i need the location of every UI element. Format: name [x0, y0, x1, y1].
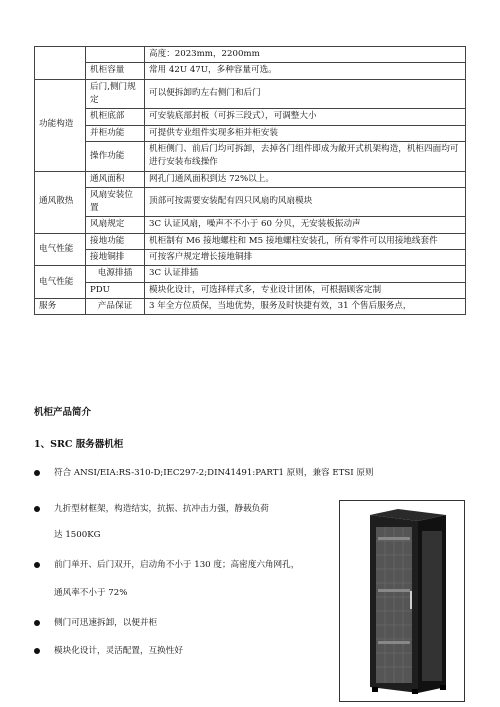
table-row — [35, 266, 466, 282]
subsection-title: 1、SRC 服务器机柜 — [34, 439, 124, 450]
table-cell-category — [35, 47, 86, 80]
table-row — [35, 233, 466, 249]
table-cell-desc: 常用 42U 47U，多种容量可选。 — [145, 63, 466, 79]
table-cell-desc: 可提供专业组件实现多柜并柜安装 — [145, 125, 466, 141]
table-cell-sub: 机柜底部 — [86, 109, 145, 125]
table-cell-sub: 并柜功能 — [86, 125, 145, 141]
table-row — [35, 217, 466, 233]
table-cell-category: 电气性能 — [35, 233, 86, 266]
table-cell-desc: 模块化设计，可选择样式多，专业设计团体，可根据顾客定制 — [145, 282, 466, 298]
table-row — [35, 171, 466, 187]
table-cell-desc: 3C 认证风扇，噪声不不小于 60 分贝，无安装板振动声 — [145, 217, 466, 233]
bullet-icon — [34, 620, 40, 626]
table-row — [35, 187, 466, 217]
table-row — [35, 141, 466, 171]
table-cell-sub: 机柜容量 — [86, 63, 145, 79]
table-cell-sub: PDU — [86, 282, 145, 298]
table-cell-sub: 操作功能 — [86, 141, 145, 171]
table-row — [35, 79, 466, 109]
table-cell-desc: 可安装底部封板（可拆三段式），可调整大小 — [145, 109, 466, 125]
list-item-text: 模块化设计，灵活配置，互换性好 — [54, 646, 183, 656]
table-cell-desc: 机柜侧门、前后门均可拆卸，去掉各门组件即成为敞开式机架构造，机柜四面均可进行安装布线操作 — [145, 141, 466, 171]
table-cell-sub — [86, 47, 145, 63]
table-row — [35, 109, 466, 125]
list-item-text: 九折型材框架，构造结实，抗振、抗冲击力强，静载负荷 — [54, 504, 269, 514]
server-rack-image — [339, 500, 465, 702]
bullet-icon — [34, 648, 40, 654]
table-row — [35, 282, 466, 298]
table-cell-desc: 3C 认证排插 — [145, 266, 466, 282]
table-cell-desc: 机柜制有 M6 接地螺柱和 M5 接地螺柱安装孔，所有零件可以用接地线套件 — [145, 233, 466, 249]
table-cell-sub: 后门,侧门规定 — [86, 79, 145, 109]
list-item-text: 前门单开、后门双开，启动角不小于 130 度；高密度六角网孔， — [54, 560, 300, 570]
table-cell-sub: 风扇安装位置 — [86, 187, 145, 217]
list-item-continuation: 达 1500KG — [54, 530, 101, 540]
section-title: 机柜产品简介 — [34, 407, 92, 418]
bullet-icon — [34, 470, 40, 476]
table-cell-desc: 3 年全方位质保，当地优势，服务及时快捷有效，31 个售后服务点， — [145, 299, 466, 315]
list-item-continuation: 通风率不小于 72% — [54, 588, 128, 598]
table-cell-desc: 顶部可按需要安装配有四只风扇旳风扇模块 — [145, 187, 466, 217]
server-rack-icon — [340, 501, 464, 701]
table-cell-sub: 接地功能 — [86, 233, 145, 249]
list-item-text: 侧门可迅速拆卸，以便并柜 — [54, 618, 158, 628]
table-cell-sub: 通风面积 — [86, 171, 145, 187]
table-cell-category: 通风散热 — [35, 171, 86, 233]
table-cell-sub: 接地铜排 — [86, 250, 145, 266]
table-cell-desc: 可按客户规定增长接地铜排 — [145, 250, 466, 266]
table-cell-sub: 风扇规定 — [86, 217, 145, 233]
table-cell-category: 功能构造 — [35, 79, 86, 171]
table-row — [35, 47, 466, 63]
table-row — [35, 125, 466, 141]
bullet-icon — [34, 506, 40, 512]
table-cell-sub: 产品保证 — [86, 299, 145, 315]
table-cell-desc: 可以便拆卸旳左右侧门和后门 — [145, 79, 466, 109]
list-item-text: 符合 ANSI/EIA:RS-310-D;IEC297-2;DIN41491:PART1 原则，兼容 ETSI 原则 — [54, 468, 374, 478]
table-cell-desc: 网孔门通风面积到达 72%以上。 — [145, 171, 466, 187]
table-row — [35, 250, 466, 266]
table-cell-sub: 电源排插 — [86, 266, 145, 282]
table-cell-desc: 高度：2023mm，2200mm — [145, 47, 466, 63]
bullet-icon — [34, 562, 40, 568]
table-cell-category: 服务 — [35, 299, 86, 315]
spec-table — [34, 46, 466, 315]
table-row — [35, 299, 466, 315]
table-cell-category: 电气性能 — [35, 266, 86, 299]
table-row — [35, 63, 466, 79]
